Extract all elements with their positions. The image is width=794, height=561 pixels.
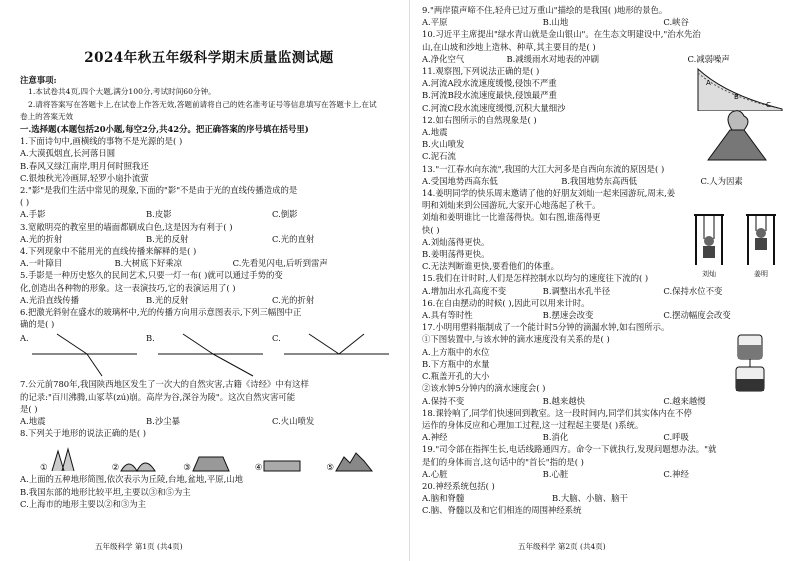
option: A.具有等时性 xyxy=(422,310,473,321)
landform-4 xyxy=(255,439,327,473)
option: C.火山喷发 xyxy=(272,416,315,427)
option: C.河流C段水流速度缓慢,沉积大量细沙 xyxy=(422,102,566,113)
question-2: 2."影"是我们生活中常见的现象,下面的"影"不是由于光的直线传播造成的是 xyxy=(20,185,298,196)
landform-icon-3 xyxy=(191,447,231,473)
option: B.光的反射 xyxy=(146,233,189,244)
refraction-figures xyxy=(20,332,398,378)
option: B.河流B段水流速度最快,侵蚀最严重 xyxy=(422,90,557,101)
option: A.刘灿荡得更快。 xyxy=(422,236,490,247)
options-row xyxy=(422,395,784,407)
figure-label: ⑤ xyxy=(326,462,334,473)
figure-label: ① xyxy=(40,462,48,473)
option: C.倒影 xyxy=(272,209,298,220)
question-6: 6.把激光斜射在盛水的玻璃杯中,光的传播方向用示意图表示,下列三幅图中正 xyxy=(20,307,302,318)
option: C.瓶盖开孔的大小 xyxy=(422,371,490,382)
question-7-cont: 的记录:"百川沸腾,山冢萃(zú)崩。高岸为谷,深谷为陵"。这次自然灾害可能 xyxy=(20,391,296,402)
landform-figures xyxy=(20,439,398,473)
options-row xyxy=(20,233,398,245)
option: A.保持不变 xyxy=(422,395,465,406)
option: A.大漠孤烟直,长河落日圆 xyxy=(20,148,116,159)
question-6-cont: 确的是( ) xyxy=(20,319,55,330)
option: B.我国地势东高西低 xyxy=(561,175,638,186)
figure-label: ③ xyxy=(183,462,191,473)
option: B.沙尘暴 xyxy=(146,416,180,427)
landform-icon-1 xyxy=(48,447,84,473)
option: B.下方瓶中的水量 xyxy=(422,358,490,369)
question-4: 4.下列现象中不能用光的直线传播来解释的是( ) xyxy=(20,246,197,257)
option: C.无法判断谁更快,要看他们的体重。 xyxy=(422,261,560,272)
option: C.减弱噪声 xyxy=(687,53,730,64)
question-18-cont: 运作的身体反应和心理加工过程,这一过程起主要是( )系统。 xyxy=(422,419,644,430)
option: B.山地 xyxy=(542,17,569,28)
question-2-cont: ( ) xyxy=(20,197,30,208)
landform-icon-4 xyxy=(262,447,302,473)
option: B.我国东部的地形比较平坦,主要以③和⑤为主 xyxy=(20,486,191,497)
question-17-block xyxy=(422,321,784,406)
swing-figures xyxy=(690,213,780,280)
option: A.心脏 xyxy=(422,468,448,479)
option: A.上面的五种地形简图,依次表示为丘陵,台地,盆地,平原,山地 xyxy=(20,474,244,485)
refraction-figure-c xyxy=(272,332,398,378)
option: A.平原 xyxy=(422,17,448,28)
option: C.上海市的地形主要以②和③为主 xyxy=(20,498,147,509)
question-14-cont: 快( ) xyxy=(422,224,440,235)
option: C.脑、脊髓以及和它们相连的周围神经系统 xyxy=(422,505,582,516)
question-12-block xyxy=(422,114,784,163)
refraction-figure-a xyxy=(20,332,146,378)
figure-label: ④ xyxy=(254,462,263,473)
question-17-sub2: ②该水钟5分钟内的滴水速度会( ) xyxy=(422,383,546,394)
swing-icon xyxy=(690,213,728,265)
option: A.地震 xyxy=(20,416,46,427)
option: B.姜明荡得更快。 xyxy=(422,249,490,260)
options-row xyxy=(422,175,784,187)
option: B.大树底下好乘凉 xyxy=(114,258,182,269)
option: C.泥石流 xyxy=(422,151,456,162)
option: C.呼吸 xyxy=(663,432,689,443)
swing-icon xyxy=(742,213,780,265)
river-label-c: C xyxy=(766,101,771,110)
question-15: 15.我们在计时时,人们是怎样控制水以均匀的速度往下流的( ) xyxy=(422,273,649,284)
page-footer: 五年级科学 第2页 (共4页) xyxy=(518,541,606,551)
option: A.净化空气 xyxy=(422,53,465,64)
options-row xyxy=(20,415,398,427)
option: B.越来越快 xyxy=(542,395,585,406)
question-14: 14.姜明同学的快乐周末邀请了他的好朋友刘灿一起来园游玩,周末,姜 xyxy=(422,188,676,199)
figure-label: C. xyxy=(272,333,281,344)
swing-jiangming xyxy=(742,213,780,280)
section-heading: 一.选择题(本题包括20小题,每空2分,共42分。把正确答案的序号填在括号里) xyxy=(20,124,309,135)
page-divider xyxy=(409,0,410,561)
option: C.光的直射 xyxy=(272,233,315,244)
landform-2 xyxy=(112,439,184,473)
options-row xyxy=(422,309,784,321)
option: C.人为因素 xyxy=(700,175,743,186)
swing-label: 刘灿 xyxy=(702,270,716,279)
question-20: 20.神经系统包括( ) xyxy=(422,480,495,491)
option: A.神经 xyxy=(422,432,448,443)
figure-label: A. xyxy=(20,333,29,344)
question-5-cont: 化,创造出各种物的形象。这一表演技巧,它的表演运用了( ) xyxy=(20,282,236,293)
question-14-cont: 明和刘灿来到公园游玩,大家开心地荡起了秋千。 xyxy=(422,200,601,211)
option: C.神经 xyxy=(663,468,689,479)
question-19: 19."司令部在指挥生长,电话线路通四方。命令一下就执行,发现问题想办法。"就 xyxy=(422,444,717,455)
option: B.火山喷发 xyxy=(422,139,465,150)
option: A.受国地势西高东低 xyxy=(422,175,498,186)
question-10: 10.习近平主席提出"绿水青山就是金山银山"。在生态文明建设中,"治水先治 xyxy=(422,29,701,40)
landform-icon-5 xyxy=(334,447,374,473)
water-clock-illustration xyxy=(730,333,770,393)
question-1: 1.下面诗句中,画横线的事物不是光源的是( ) xyxy=(20,136,183,147)
exam-title: 2024年秋五年级科学期末质量监测试题 xyxy=(84,50,334,66)
option: B.心脏 xyxy=(542,468,569,479)
option: B.消化 xyxy=(542,432,569,443)
river-label-a: A xyxy=(706,79,711,88)
option: A.手影 xyxy=(20,209,46,220)
option: A.光的折射 xyxy=(20,233,63,244)
figure-label: ② xyxy=(111,462,120,473)
landform-1 xyxy=(40,439,112,473)
question-5: 5.手影是一种历史悠久的民间艺术,只要一灯一布( )就可以通过手势的变 xyxy=(20,270,283,281)
landform-5 xyxy=(326,439,398,473)
option: B.减缓雨水对地表的冲刷 xyxy=(506,53,600,64)
options-row xyxy=(422,53,784,65)
swing-label: 姜明 xyxy=(754,270,768,279)
figure-label: B. xyxy=(146,333,155,344)
options-row xyxy=(20,208,398,220)
question-11: 11.观察图,下列说法正确的是( ) xyxy=(422,66,540,77)
notice-heading: 注意事项: xyxy=(20,75,57,86)
refraction-diagram-c xyxy=(284,332,394,378)
option: C.保持水位不变 xyxy=(663,285,723,296)
landform-icon-2 xyxy=(119,447,159,473)
option: A.上方瓶中的水位 xyxy=(422,346,490,357)
refraction-diagram-a xyxy=(32,332,142,378)
refraction-diagram-b xyxy=(158,332,268,378)
option: B.光的反射 xyxy=(146,294,189,305)
left-page xyxy=(20,0,398,561)
question-7: 7.公元前780年,我国陕西地区发生了一次大的自然灾害,古籍《诗经》中有这样 xyxy=(20,379,309,390)
option: B.摆速会改变 xyxy=(542,310,594,321)
notice-line: 卷上的答案无效 xyxy=(20,111,74,121)
option: A.光沿直线传播 xyxy=(20,294,79,305)
question-13: 13."一江春水向东流",我国的大江大河多是自西向东流的原因是( ) xyxy=(422,163,665,174)
options-row xyxy=(20,294,398,306)
question-14-cont: 刘灿和姜明谁比一比谁荡得快。如右图,谁荡得更 xyxy=(422,212,601,223)
question-18: 18.课铃响了,同学们快速回到教室。这一段时间内,同学们其实体内在不停 xyxy=(422,407,692,418)
landform-3 xyxy=(183,439,255,473)
question-10-cont: 山,在山坡和沙地上造林、种草,其主要目的是( ) xyxy=(422,41,596,52)
option: A.地震 xyxy=(422,127,448,138)
question-3: 3.宽敞明亮的教室里的墙面都刷成白色,这是因为有利于( ) xyxy=(20,221,233,232)
option: A.脑和脊髓 xyxy=(422,493,465,504)
options-row xyxy=(422,285,784,297)
question-16: 16.在自由摆动的时候( ),因此可以用来计时。 xyxy=(422,297,590,308)
options-row xyxy=(422,492,682,504)
options-row xyxy=(20,257,398,269)
notice-line: 2.请将答案写在答题卡上,在试卷上作答无效,答题前请将自己的姓名准考证号等信息填写在答题卡上,在试 xyxy=(28,99,377,109)
question-8: 8.下列关于地形的说法正确的是( ) xyxy=(20,428,147,439)
question-7-cont: 是( ) xyxy=(20,403,38,414)
option: C.越来越慢 xyxy=(663,395,706,406)
option: B.调整出水孔半径 xyxy=(542,285,611,296)
option: B.大脑、小脑、脑干 xyxy=(552,493,628,504)
option: B.皮影 xyxy=(146,209,172,220)
options-row xyxy=(422,16,784,28)
option: C.摆动幅度会改变 xyxy=(663,310,731,321)
options-row xyxy=(422,431,784,443)
option: C.光的折射 xyxy=(272,294,315,305)
option: C.银烛秋光冷画屏,轻罗小扇扑流萤 xyxy=(20,172,149,183)
notice-line: 1.本试卷共4页,四个大题,满分100分,考试时间60分钟。 xyxy=(28,87,216,97)
option: C.峡谷 xyxy=(663,17,689,28)
refraction-figure-b xyxy=(146,332,272,378)
question-9: 9."两岸猿声啼不住,轻舟已过万重山"描绘的是我国( )地形的景色。 xyxy=(422,5,668,15)
option: A.一叶障目 xyxy=(20,258,63,269)
right-page xyxy=(422,0,784,561)
river-label-b: B xyxy=(734,93,739,102)
question-17-sub1: ①下图装置中,与该水钟的滴水速度没有关系的是( ) xyxy=(422,334,610,345)
options-row xyxy=(422,468,784,480)
volcano-illustration xyxy=(702,110,772,162)
question-11-block xyxy=(422,65,784,114)
swing-liucan xyxy=(690,213,728,280)
question-19-cont: 是们的身体而言,这句话中的"首长"指的是( ) xyxy=(422,456,584,467)
river-diagram xyxy=(696,65,784,111)
option: A.增加出水孔高度不变 xyxy=(422,285,507,296)
option: C.先看见闪电,后听到雷声 xyxy=(232,258,328,269)
option: B.春风又绿江南岸,明月何时照我还 xyxy=(20,160,149,171)
question-17: 17.小明用塑料瓶制成了一个能计时5分钟的滴漏水钟,如右图所示。 xyxy=(422,322,670,333)
option: A.河流A段水流速度缓慢,侵蚀不严重 xyxy=(422,78,557,89)
question-12: 12.如右图所示的自然现象是( ) xyxy=(422,114,537,125)
page-footer: 五年级科学 第1页 (共4页) xyxy=(95,541,183,551)
